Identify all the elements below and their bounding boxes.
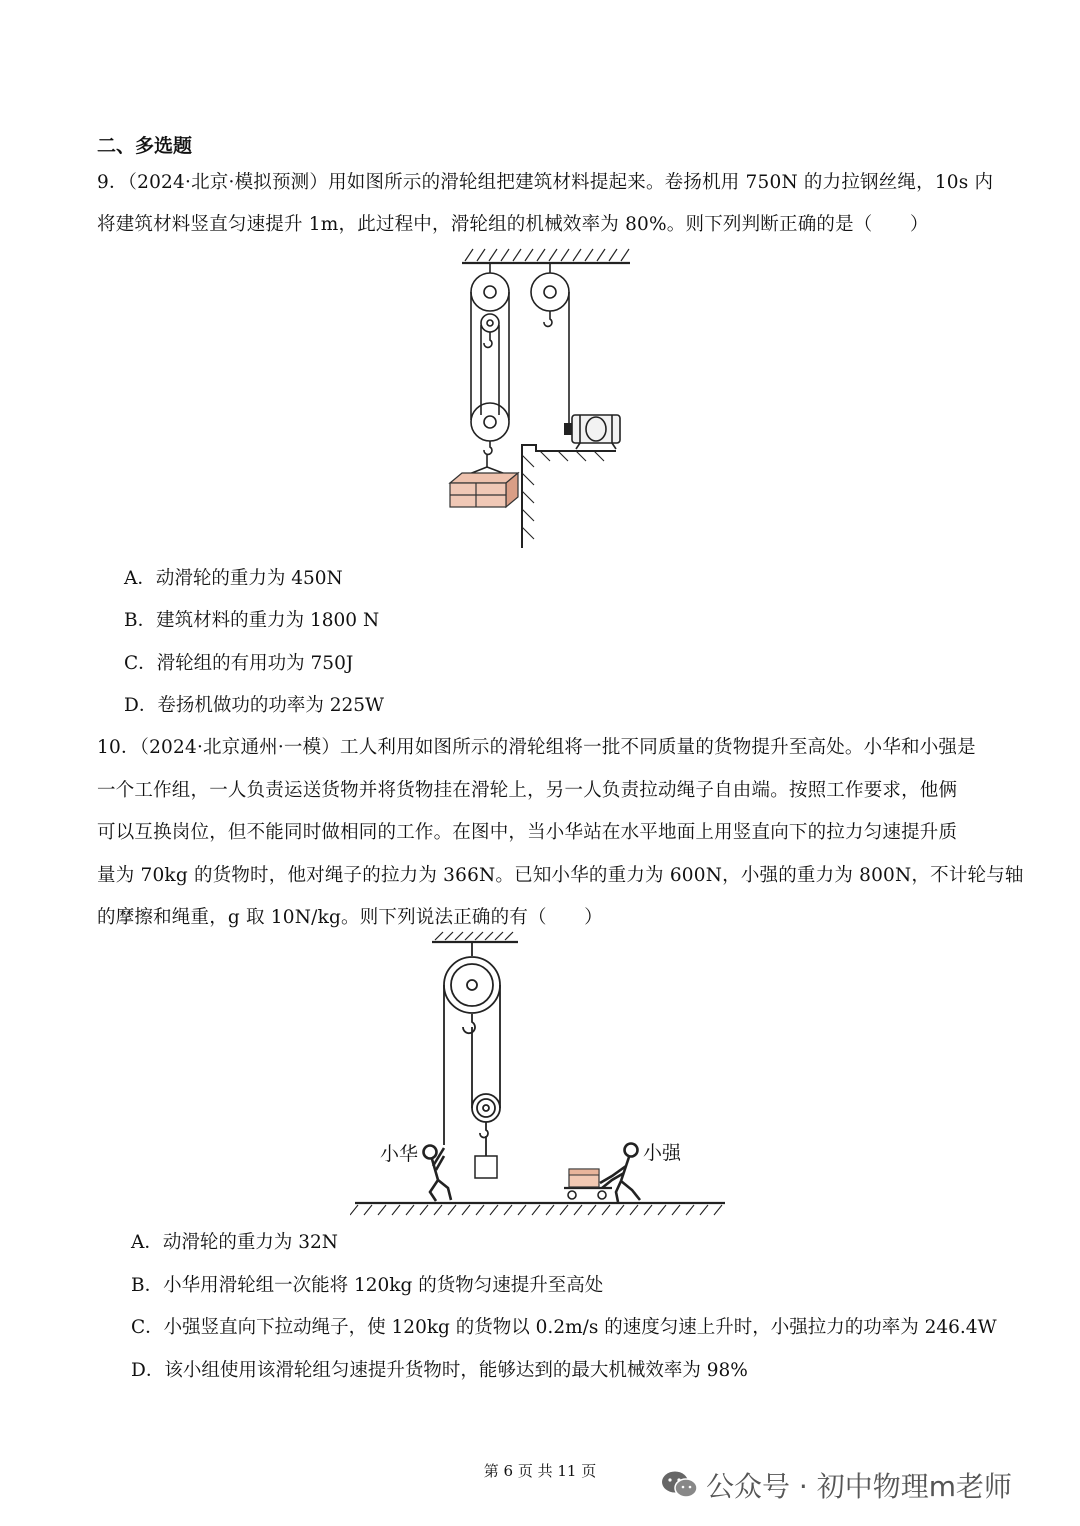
q10-stem-line-4: 量为 70kg 的货物时，他对绳子的拉力为 366N。已知小华的重力为 600N，小强的重力为 800N，不计轮与轴 (97, 865, 1024, 886)
q10-stem-line-5: 的摩擦和绳重，g 取 10N/kg。则下列说法正确的有（ ） (97, 907, 603, 928)
q10-stem-line-1: 10．（2024·北京通州·一模）工人利用如图所示的滑轮组将一批不同质量的货物提升至高处。小华和小强是 (97, 737, 976, 758)
q9-option-d: D．卷扬机做功的功率为 225W (124, 695, 385, 716)
wechat-icon (660, 1469, 700, 1501)
q10-stem-line-3: 可以互换岗位，但不能同时做相同的工作。在图中，当小华站在水平地面上用竖直向下的拉力匀速提升质 (97, 822, 958, 843)
q10-option-a: A．动滑轮的重力为 32N (131, 1232, 338, 1253)
page-number: 第 6 页 共 11 页 (483, 1462, 597, 1480)
q9-option-b: B．建筑材料的重力为 1800 N (124, 610, 380, 631)
watermark-text: 公众号 · 初中物理m老师 (706, 1470, 1012, 1503)
q9-stem-line-2: 将建筑材料竖直匀速提升 1m，此过程中，滑轮组的机械效率为 80%。则下列判断正确的是（ ） (97, 214, 929, 235)
watermark (660, 1465, 1012, 1505)
label-xiaohua: 小华 (380, 1143, 419, 1165)
q10-stem-line-2: 一个工作组，一人负责运送货物并将货物挂在滑轮上，另一人负责拉动绳子自由端。按照工作要求，他俩 (97, 780, 958, 801)
q9-option-a: A．动滑轮的重力为 450N (124, 568, 343, 589)
section-title: 二、多选题 (97, 135, 193, 157)
q9-stem-line-1: 9．（2024·北京·模拟预测）用如图所示的滑轮组把建筑材料提起来。卷扬机用 750N 的力拉钢丝绳，10s 内 (97, 172, 994, 193)
q9-pulley-figure (440, 245, 640, 550)
q10-pulley-figure (350, 930, 730, 1220)
q10-option-b: B．小华用滑轮组一次能将 120kg 的货物匀速提升至高处 (131, 1275, 604, 1296)
label-xiaoqiang: 小强 (643, 1142, 682, 1164)
q10-option-d: D．该小组使用该滑轮组匀速提升货物时，能够达到的最大机械效率为 98% (131, 1360, 748, 1381)
q9-option-c: C．滑轮组的有用功为 750J (124, 653, 354, 674)
q10-option-c: C．小强竖直向下拉动绳子，使 120kg 的货物以 0.2m/s 的速度匀速上升时，小强拉力的功率为 246.4W (131, 1317, 997, 1338)
